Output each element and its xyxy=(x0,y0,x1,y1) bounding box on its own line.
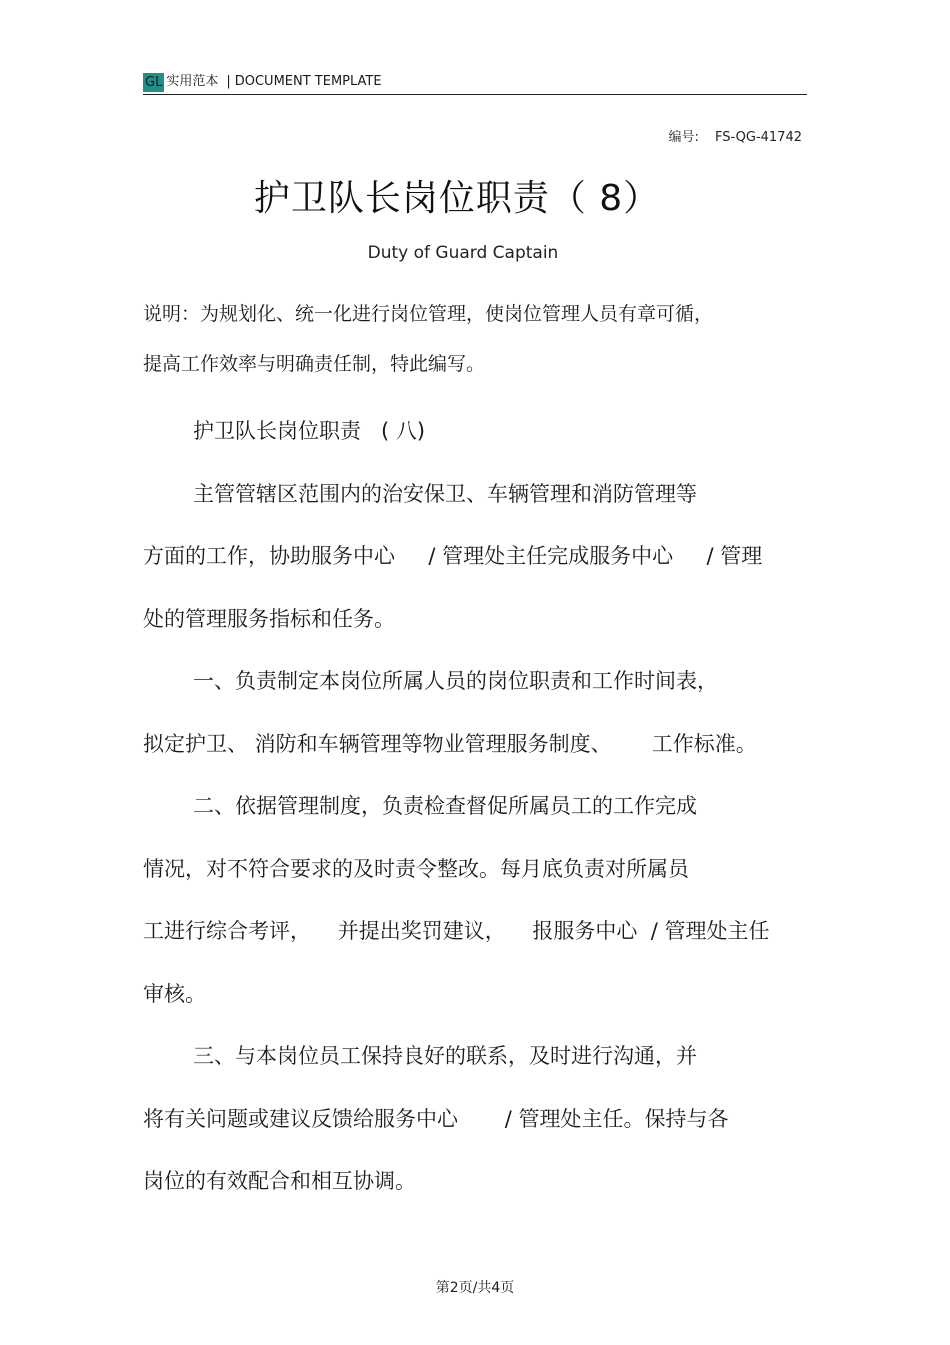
header-template-label: DOCUMENT TEMPLATE xyxy=(234,74,382,89)
page-header xyxy=(143,70,807,95)
body-line: 一、负责制定本岗位所属人员的岗位职责和工作时间表， xyxy=(193,669,718,693)
document-number-label: 编号: xyxy=(668,130,699,145)
document-subtitle: Duty of Guard Captain xyxy=(367,243,559,263)
body-line: 将有关问题或建议反馈给服务中心 / 管理处主任。保持与各 xyxy=(143,1106,729,1131)
body-line: 方面的工作，协助服务中心 / 管理处主任完成服务中心 / 管理 xyxy=(143,544,763,568)
body-line: 三、与本岗位员工保持良好的联系，及时进行沟通，并 xyxy=(193,1044,697,1068)
note-line: 提高工作效率与明确责任制，特此编写。 xyxy=(143,353,486,375)
document-title: 护卫队长岗位职责（ 8） xyxy=(253,178,661,219)
body-line: 处的管理服务指标和任务。 xyxy=(143,606,395,631)
document-number xyxy=(668,126,802,145)
document-body xyxy=(143,400,807,1213)
body-line: 主管管辖区范围内的治安保卫、车辆管理和消防管理等 xyxy=(193,481,697,506)
header-separator: | xyxy=(226,74,231,89)
body-line: 拟定护卫、 消防和车辆管理等物业管理服务制度、 工作标准。 xyxy=(143,731,757,756)
body-line: 工进行综合考评， 并提出奖罚建议， 报服务中心 / 管理处主任 xyxy=(143,919,770,943)
page-footer: 第2页/共4页 xyxy=(435,1280,515,1296)
body-line: 岗位的有效配合和相互协调。 xyxy=(143,1169,416,1193)
note-line: 说明：为规划化、统一化进行岗位管理，使岗位管理人员有章可循， xyxy=(143,303,714,325)
note-block xyxy=(143,289,823,389)
body-line: 审核。 xyxy=(143,981,206,1006)
document-number-value: FS-QG-41742 xyxy=(714,130,802,145)
body-line: 情况，对不符合要求的及时责令整改。每月底负责对所属员 xyxy=(143,856,689,881)
header-label: 实用范本 xyxy=(166,74,219,89)
gl-logo: GL xyxy=(145,74,163,90)
section-heading: 护卫队长岗位职责 ( 八) xyxy=(193,419,426,443)
body-line: 二、依据管理制度，负责检查督促所属员工的工作完成 xyxy=(193,794,697,818)
